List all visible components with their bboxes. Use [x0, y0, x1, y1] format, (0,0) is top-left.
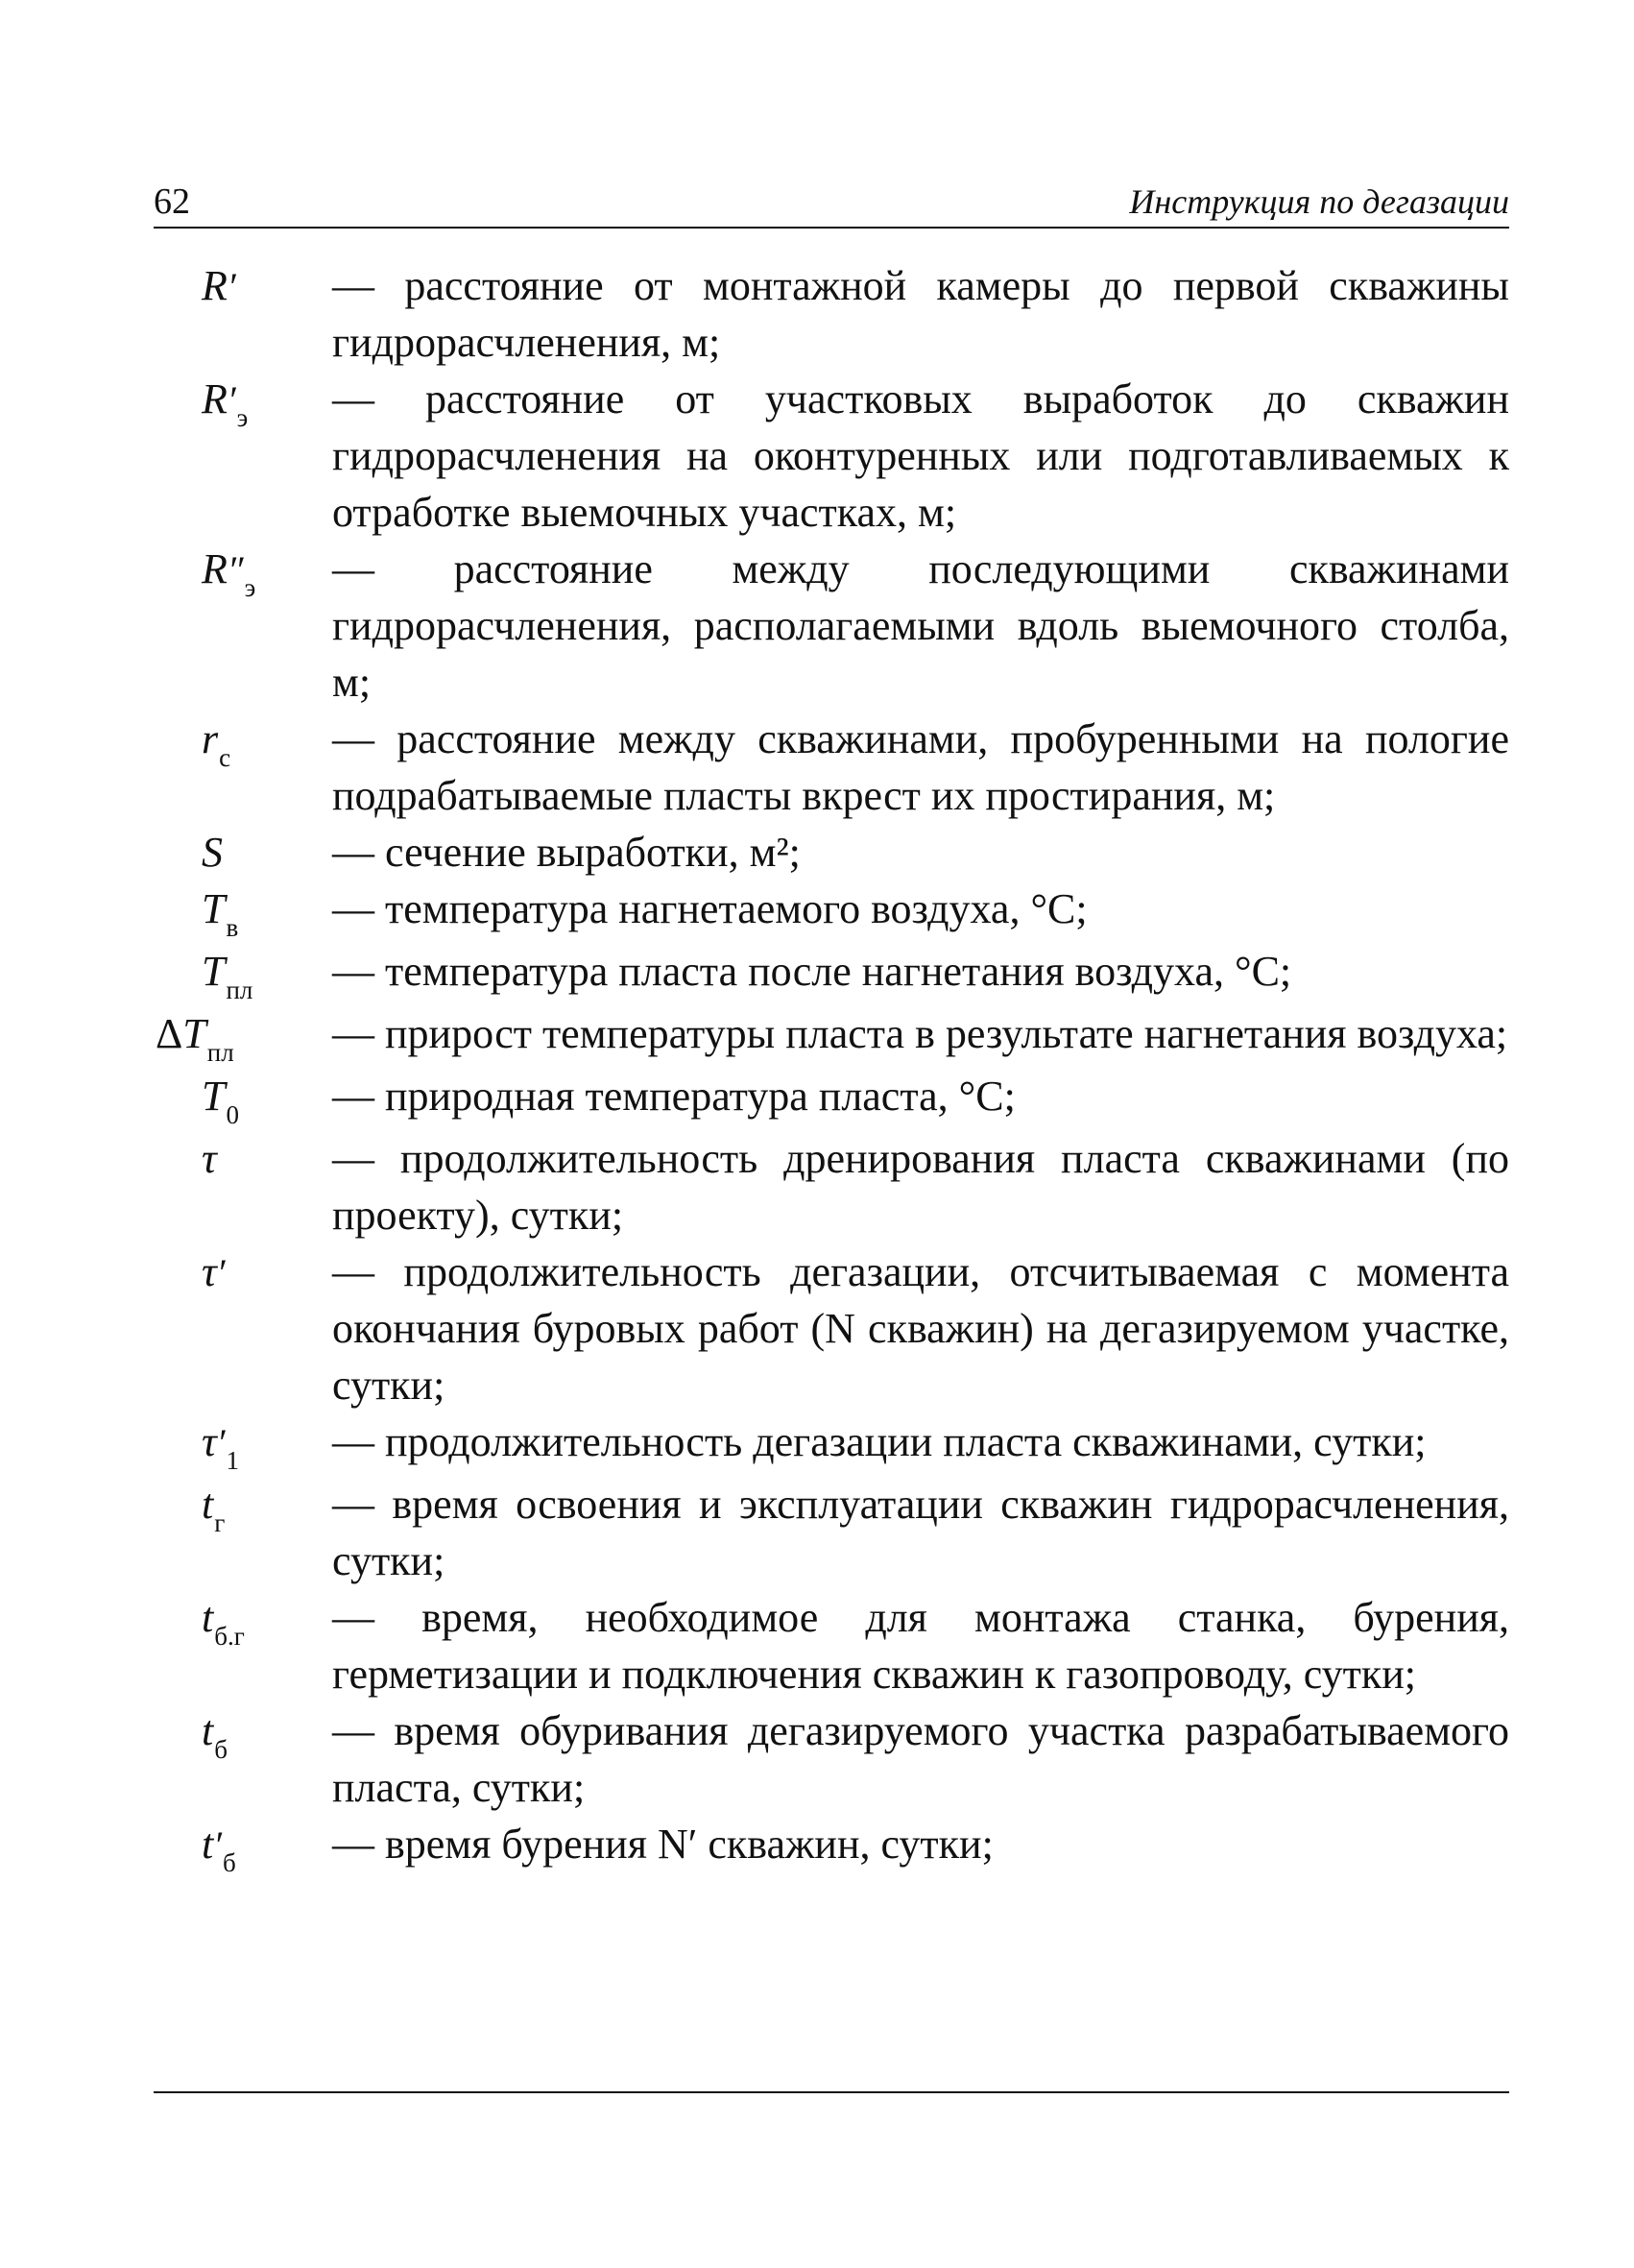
symbol-prime: ″ — [227, 548, 244, 591]
notation-symbol — [154, 943, 332, 1005]
notation-entry — [154, 1243, 1509, 1413]
symbol-subscript: э — [244, 573, 256, 602]
symbol-subscript: б — [222, 1848, 236, 1877]
symbol-base: T — [202, 948, 226, 995]
notation-entry — [154, 257, 1509, 371]
notation-entry — [154, 1413, 1509, 1476]
symbol-base: T — [202, 885, 226, 932]
notation-entry — [154, 1476, 1509, 1589]
notation-definition: — продолжительность дегазации пласта скважинами, сутки; — [332, 1418, 1427, 1465]
symbol-base: τ — [202, 1418, 217, 1465]
symbol-prime: ′ — [216, 1421, 226, 1464]
notation-entry — [154, 1130, 1509, 1243]
notation-symbol — [154, 371, 332, 433]
symbol-subscript: пл — [206, 1038, 234, 1067]
notation-symbol — [154, 1068, 332, 1130]
page-number: 62 — [154, 181, 190, 222]
symbol-base: T — [182, 1010, 206, 1057]
notation-symbol — [154, 824, 332, 881]
notation-entry — [154, 943, 1509, 1005]
symbol-base: R — [202, 262, 228, 309]
notation-symbol — [154, 881, 332, 943]
notation-definition: — природная температура пласта, °C; — [332, 1073, 1016, 1120]
notation-definition: — прирост температуры пласта в результате нагнетания воздуха; — [332, 1010, 1508, 1057]
symbol-subscript: c — [219, 743, 231, 772]
symbol-base: r — [202, 715, 219, 762]
notation-definition: — расстояние от участковых выработок до скважин гидрорасчленения на оконтуренных или подготавливаемых к отработке выемочных участках, м; — [332, 375, 1509, 536]
notation-definition: — время обуривания дегазируемого участка разрабатываемого пласта, сутки; — [332, 1707, 1509, 1811]
symbol-prime: ′ — [227, 378, 236, 422]
symbol-base: R — [202, 375, 228, 422]
notation-symbol — [154, 1413, 332, 1476]
notation-entry — [154, 1702, 1509, 1816]
notation-entry — [154, 371, 1509, 541]
notation-definition: — время, необходимое для монтажа станка, бурения, герметизации и подключения скважин к газопроводу, сутки; — [332, 1594, 1509, 1698]
symbol-base: τ — [202, 1135, 217, 1182]
notation-symbol — [154, 1476, 332, 1538]
symbol-base: t — [202, 1594, 214, 1641]
notation-symbol — [154, 541, 332, 603]
notation-symbol — [154, 1702, 332, 1765]
symbol-base: T — [202, 1073, 226, 1120]
symbol-prime: ′ — [213, 1823, 222, 1867]
notation-symbol — [154, 1005, 332, 1068]
header-rule — [154, 227, 1509, 229]
notation-definition: — расстояние от монтажной камеры до первой скважины гидрорасчленения, м; — [332, 262, 1509, 366]
notation-symbol — [154, 1243, 332, 1301]
notation-symbol — [154, 1816, 332, 1878]
notation-symbol — [154, 711, 332, 773]
notation-definition: — сечение выработки, м²; — [332, 829, 801, 876]
notation-entry — [154, 1005, 1509, 1068]
symbol-subscript: в — [226, 913, 239, 942]
notation-entry — [154, 1816, 1509, 1878]
page-header — [154, 181, 1509, 229]
running-title: Инструкция по дегазации — [1129, 182, 1509, 221]
symbol-subscript: г — [214, 1508, 226, 1537]
symbol-subscript: э — [236, 403, 249, 432]
symbol-base: R — [202, 545, 228, 592]
symbol-subscript: б.г — [214, 1622, 245, 1651]
footer-rule — [154, 2091, 1509, 2093]
notation-entry — [154, 1589, 1509, 1702]
symbol-subscript: пл — [226, 976, 253, 1004]
notation-symbol — [154, 1589, 332, 1652]
symbol-base: t — [202, 1821, 214, 1868]
symbol-base: t — [202, 1481, 214, 1528]
notation-entry — [154, 824, 1509, 881]
notation-entry — [154, 711, 1509, 824]
notation-definition: — продолжительность дегазации, отсчитываемая с момента окончания буровых работ (N скважин) на дегазируемом участке, сутки; — [332, 1248, 1509, 1409]
notation-entry — [154, 1068, 1509, 1130]
symbol-subscript: 0 — [226, 1100, 239, 1129]
notation-definition: — продолжительность дренирования пласта скважинами (по проекту), сутки; — [332, 1135, 1509, 1239]
symbol-prime: ′ — [227, 265, 236, 308]
symbol-prime: ′ — [216, 1251, 226, 1294]
symbol-prefix: Δ — [156, 1010, 183, 1057]
notation-definition: — время бурения N′ скважин, сутки; — [332, 1821, 994, 1868]
symbol-base: S — [202, 829, 223, 876]
notation-list — [154, 257, 1509, 1878]
notation-definition: — расстояние между последующими скважинами гидрорасчленения, располагаемыми вдоль выемочного столба, м; — [332, 545, 1509, 706]
notation-definition: — температура пласта после нагнетания воздуха, °C; — [332, 948, 1292, 995]
notation-symbol — [154, 1130, 332, 1187]
notation-definition: — время освоения и эксплуатации скважин гидрорасчленения, сутки; — [332, 1481, 1509, 1584]
notation-definition: — температура нагнетаемого воздуха, °C; — [332, 885, 1088, 932]
symbol-subscript: 1 — [226, 1446, 239, 1475]
symbol-base: τ — [202, 1248, 217, 1295]
notation-symbol — [154, 257, 332, 315]
notation-entry — [154, 541, 1509, 711]
symbol-base: t — [202, 1707, 214, 1754]
notation-entry — [154, 881, 1509, 943]
symbol-subscript: б — [214, 1735, 228, 1764]
notation-definition: — расстояние между скважинами, пробуренными на пологие подрабатываемые пласты вкрест их простирания, м; — [332, 715, 1509, 819]
